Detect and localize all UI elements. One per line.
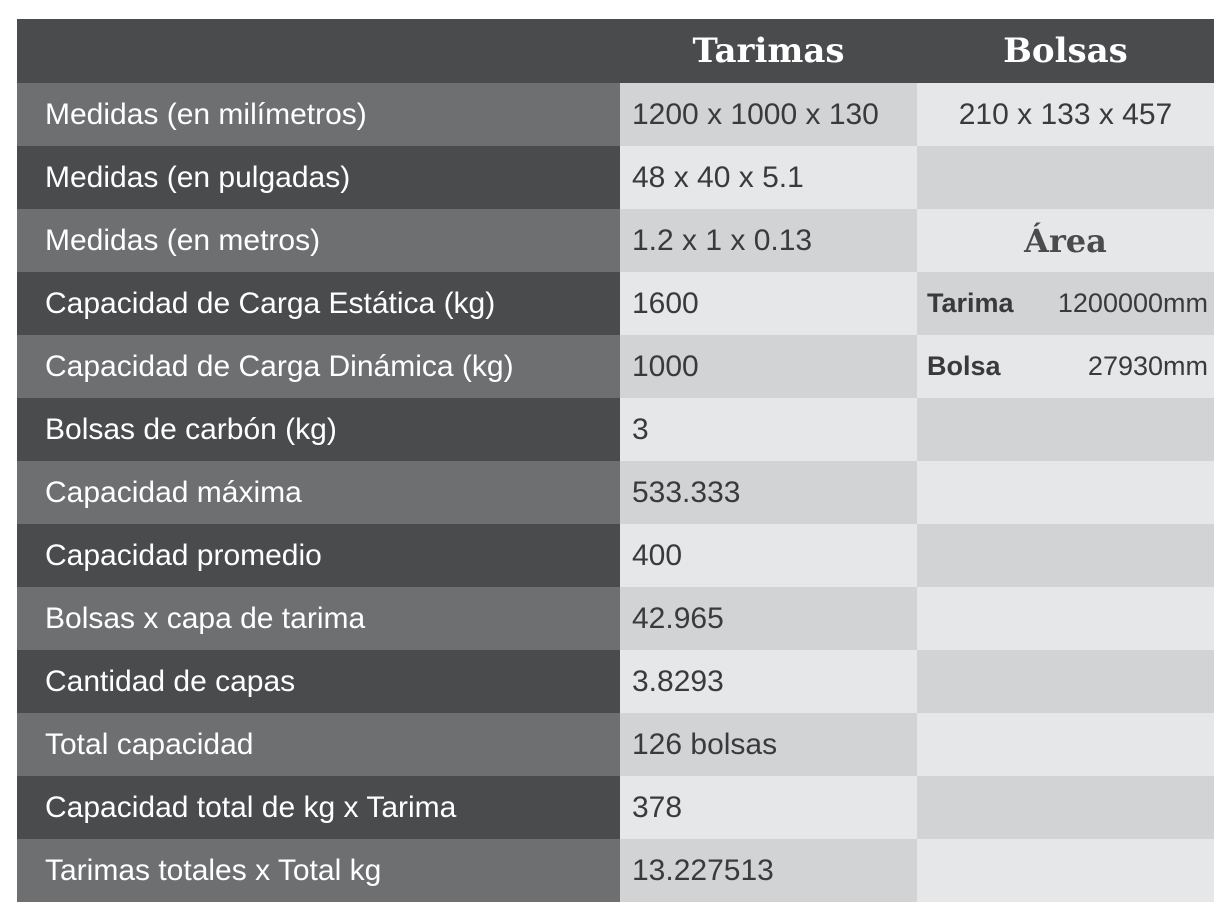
area-tarima-cell — [917, 272, 1214, 335]
area-bolsa-key: Bolsa — [927, 351, 1001, 381]
area-title: Área — [917, 209, 1214, 272]
row-label: Medidas (en milímetros) — [17, 83, 620, 146]
area-bolsa-cell — [917, 335, 1214, 398]
table-row — [17, 335, 1214, 398]
row-label: Capacidad de Carga Estática (kg) — [17, 272, 620, 335]
bolsas-value: 210 x 133 x 457 — [917, 83, 1214, 146]
area-bolsa-value: 27930mm — [1087, 351, 1208, 381]
bolsas-value — [917, 776, 1214, 839]
tarimas-value: 48 x 40 x 5.1 — [620, 146, 917, 209]
table-row — [17, 839, 1214, 902]
table-row — [17, 398, 1214, 461]
tarimas-value: 1600 — [620, 272, 917, 335]
tarimas-value: 1200 x 1000 x 130 — [620, 83, 917, 146]
tarimas-value: 400 — [620, 524, 917, 587]
row-label: Capacidad máxima — [17, 461, 620, 524]
row-label: Tarimas totales x Total kg — [17, 839, 620, 902]
table-row — [17, 83, 1214, 146]
tarimas-value: 1000 — [620, 335, 917, 398]
tarimas-value: 3 — [620, 398, 917, 461]
tarimas-value: 533.333 — [620, 461, 917, 524]
tarimas-value: 3.8293 — [620, 650, 917, 713]
bolsas-value — [917, 587, 1214, 650]
table-row — [17, 272, 1214, 335]
bolsas-value — [917, 524, 1214, 587]
bolsas-value — [917, 146, 1214, 209]
row-label: Bolsas de carbón (kg) — [17, 398, 620, 461]
row-label: Capacidad de Carga Dinámica (kg) — [17, 335, 620, 398]
data-table-container — [17, 19, 1214, 902]
bolsas-value — [917, 650, 1214, 713]
table-row — [17, 209, 1214, 272]
table-row — [17, 587, 1214, 650]
table-header-row — [17, 19, 1214, 83]
table-row — [17, 461, 1214, 524]
header-label-column — [17, 19, 620, 83]
tarimas-value: 378 — [620, 776, 917, 839]
header-tarimas: Tarimas — [620, 19, 917, 83]
table-row — [17, 713, 1214, 776]
bolsas-value — [917, 713, 1214, 776]
row-label: Capacidad total de kg x Tarima — [17, 776, 620, 839]
row-label: Medidas (en pulgadas) — [17, 146, 620, 209]
table-row — [17, 776, 1214, 839]
row-label: Capacidad promedio — [17, 524, 620, 587]
row-label: Bolsas x capa de tarima — [17, 587, 620, 650]
row-label: Cantidad de capas — [17, 650, 620, 713]
table-row — [17, 650, 1214, 713]
bolsas-value — [917, 461, 1214, 524]
bolsas-value — [917, 398, 1214, 461]
header-bolsas: Bolsas — [917, 19, 1214, 83]
tarimas-value: 1.2 x 1 x 0.13 — [620, 209, 917, 272]
row-label: Medidas (en metros) — [17, 209, 620, 272]
bolsas-value — [917, 839, 1214, 902]
area-tarima-key: Tarima — [927, 288, 1014, 318]
area-tarima-value: 1200000mm — [1057, 288, 1208, 318]
tarimas-value: 13.227513 — [620, 839, 917, 902]
tarimas-value: 126 bolsas — [620, 713, 917, 776]
table-row — [17, 524, 1214, 587]
tarimas-value: 42.965 — [620, 587, 917, 650]
specs-table — [17, 19, 1214, 902]
table-row — [17, 146, 1214, 209]
row-label: Total capacidad — [17, 713, 620, 776]
